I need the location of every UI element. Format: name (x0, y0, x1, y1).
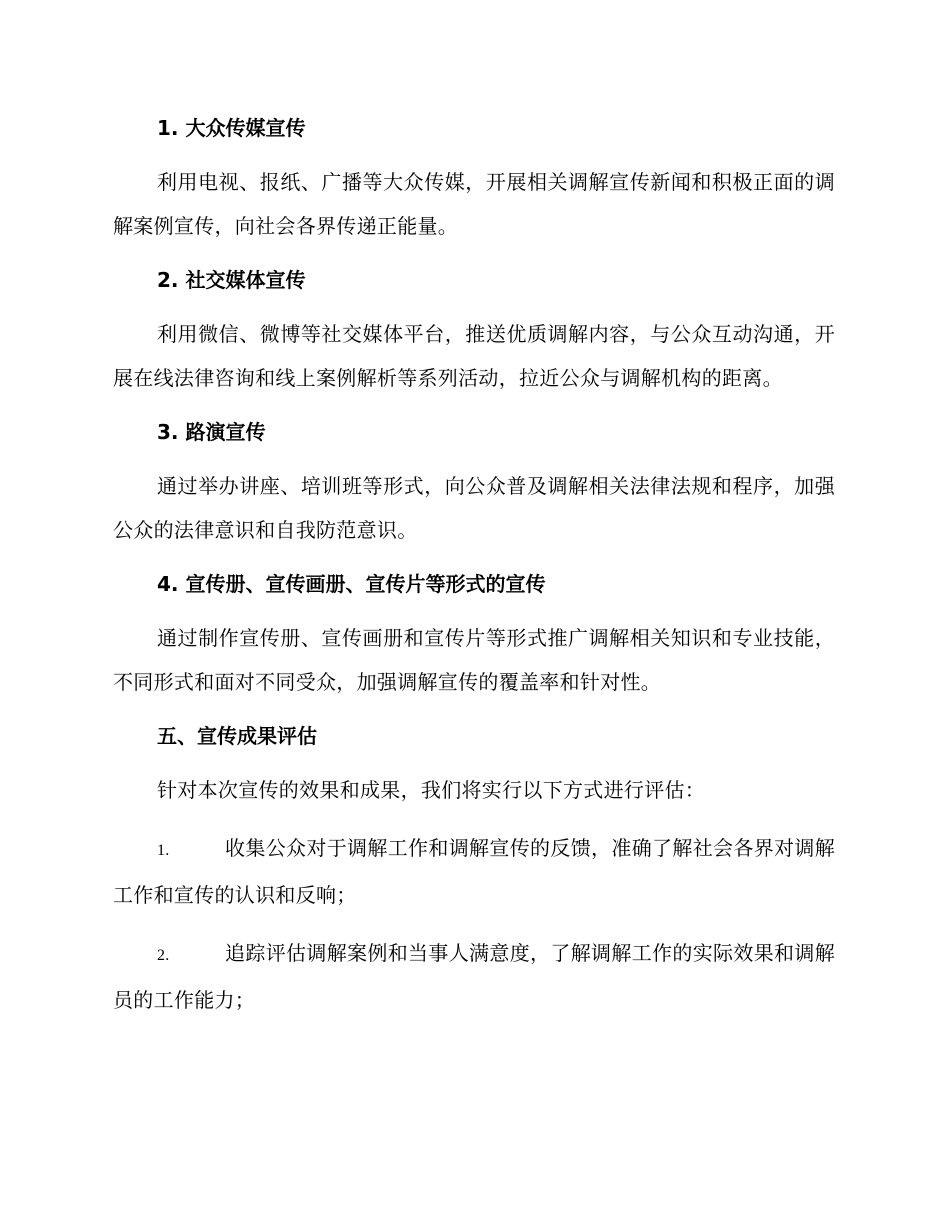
evaluation-item-number: 2. (157, 947, 170, 964)
section-body-roadshow: 通过举办讲座、培训班等形式，向公众普及调解相关法律法规和程序，加强公众的法律意识和自我防范意识。 (113, 474, 835, 542)
evaluation-item-number: 1. (157, 842, 170, 859)
section-heading-social-media: 2. 社交媒体宣传 (157, 268, 306, 292)
section-body-social-media: 利用微信、微博等社交媒体平台，推送优质调解内容，与公众互动沟通，开展在线法律咨询和线上案例解析等系列活动，拉近公众与调解机构的距离。 (113, 322, 835, 390)
evaluation-intro: 针对本次宣传的效果和成果，我们将实行以下方式进行评估： (157, 778, 706, 802)
evaluation-item-text: 追踪评估调解案例和当事人满意度，了解调解工作的实际效果和调解员的工作能力； (113, 941, 835, 1012)
evaluation-item (113, 931, 835, 1022)
evaluation-heading: 五、宣传成果评估 (157, 724, 317, 748)
section-heading-mass-media: 1. 大众传媒宣传 (157, 116, 306, 140)
section-heading-roadshow: 3. 路演宣传 (157, 420, 266, 444)
document-page (113, 110, 835, 1036)
section-body-brochures: 通过制作宣传册、宣传画册和宣传片等形式推广调解相关知识和专业技能，不同形式和面对不同受众，加强调解宣传的覆盖率和针对性。 (113, 626, 835, 694)
section-body-mass-media: 利用电视、报纸、广播等大众传媒，开展相关调解宣传新闻和积极正面的调解案例宣传，向社会各界传递正能量。 (113, 170, 835, 238)
section-heading-brochures: 4. 宣传册、宣传画册、宣传片等形式的宣传 (157, 572, 546, 596)
evaluation-item-text: 收集公众对于调解工作和调解宣传的反馈，准确了解社会各界对调解工作和宣传的认识和反响； (113, 836, 835, 907)
evaluation-item (113, 826, 835, 917)
